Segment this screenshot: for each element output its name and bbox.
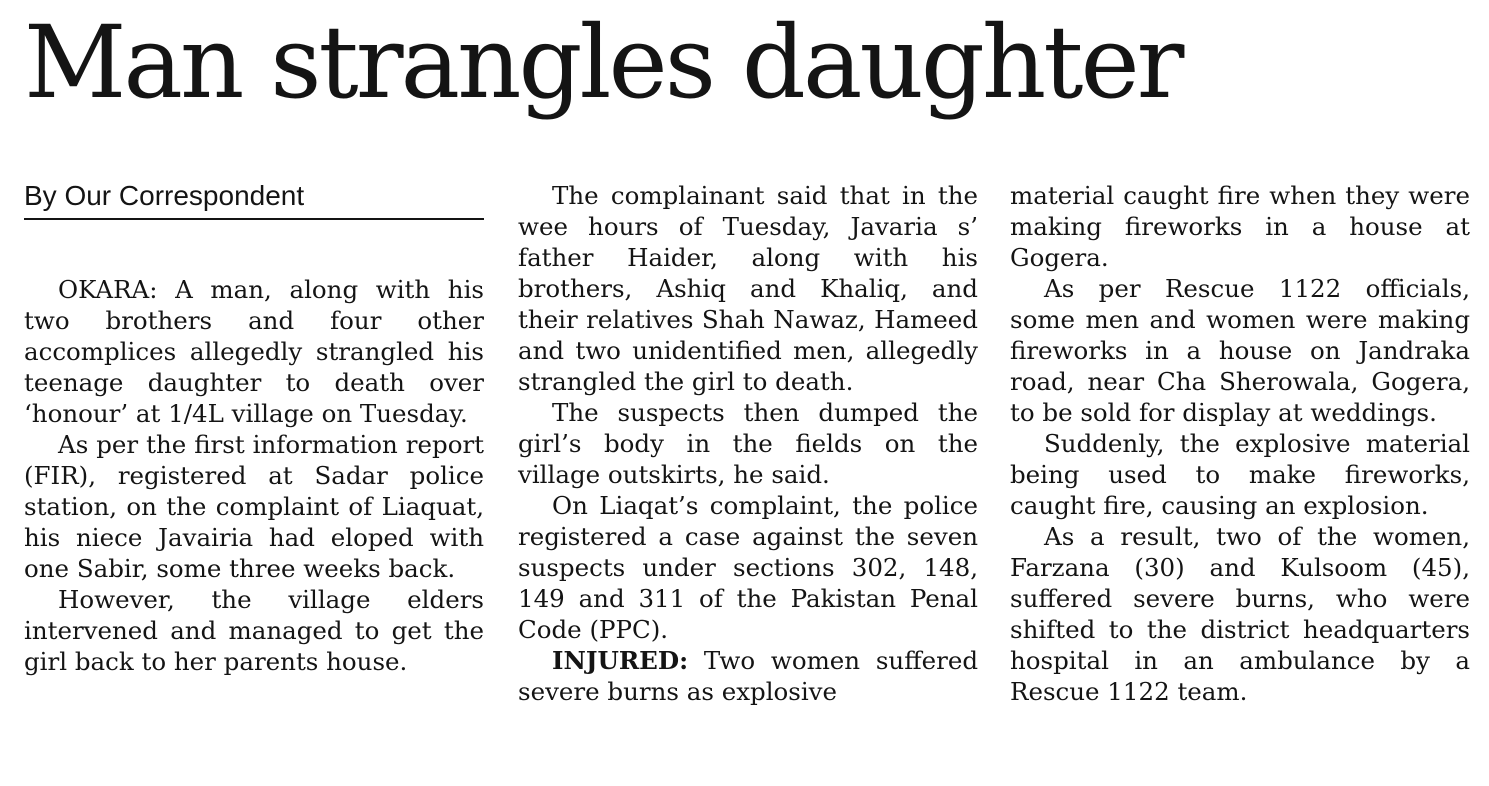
article-paragraph: The complainant said that in the wee hours of Tuesday, Javaria s’ father Haider, along with his brothers, Ashiq and Khaliq, and their relatives Shah Nawaz, Hameed and two unidentified men, allegedly strangled the girl to death. [518, 181, 978, 396]
article-paragraph: As a result, two of the women, Farzana (30) and Kulsoom (45), suffered severe burns, who were shifted to the district headquarters hospital in an ambulance by a Rescue 1122 team. [1010, 522, 1470, 706]
article-column-1 [24, 180, 484, 677]
article-column-3 [1010, 180, 1470, 707]
article-paragraph: Suddenly, the explosive material being used to make fireworks, caught fire, causing an explosion. [1010, 429, 1470, 520]
article-paragraph: As per the first information report (FIR), registered at Sadar police station, on the complaint of Liaquat, his niece Javairia had eloped with one Sabir, some three weeks back. [24, 430, 484, 583]
byline: By Our Correspondent [24, 180, 484, 220]
article-paragraph: However, the village elders intervened and managed to get the girl back to her parents house. [24, 585, 484, 676]
article-paragraph: material caught fire when they were making fireworks in a house at Gogera. [1010, 181, 1470, 272]
article-paragraph: As per Rescue 1122 officials, some men and women were making fireworks in a house on Jandraka road, near Cha Sherowala, Gogera, to be sold for display at weddings. [1010, 274, 1470, 427]
article-paragraph: The suspects then dumped the girl’s body in the fields on the village outskirts, he said. [518, 398, 978, 489]
article-column-2 [518, 180, 978, 707]
injured-subhead: INJURED: [552, 646, 689, 675]
article-paragraph: OKARA: A man, along with his two brothers and four other accomplices allegedly strangled his teenage daughter to death over ‘honour’ at 1/4L village on Tuesday. [24, 275, 484, 428]
article-paragraph: On Liaqat’s complaint, the police registered a case against the seven suspects under sections 302, 148, 149 and 311 of the Pakistan Penal Code (PPC). [518, 491, 978, 644]
injured-paragraph [518, 645, 978, 707]
injured-text: Two women suffered severe burns as explosive [518, 646, 978, 706]
headline: Man strangles daughter [24, 4, 1182, 121]
